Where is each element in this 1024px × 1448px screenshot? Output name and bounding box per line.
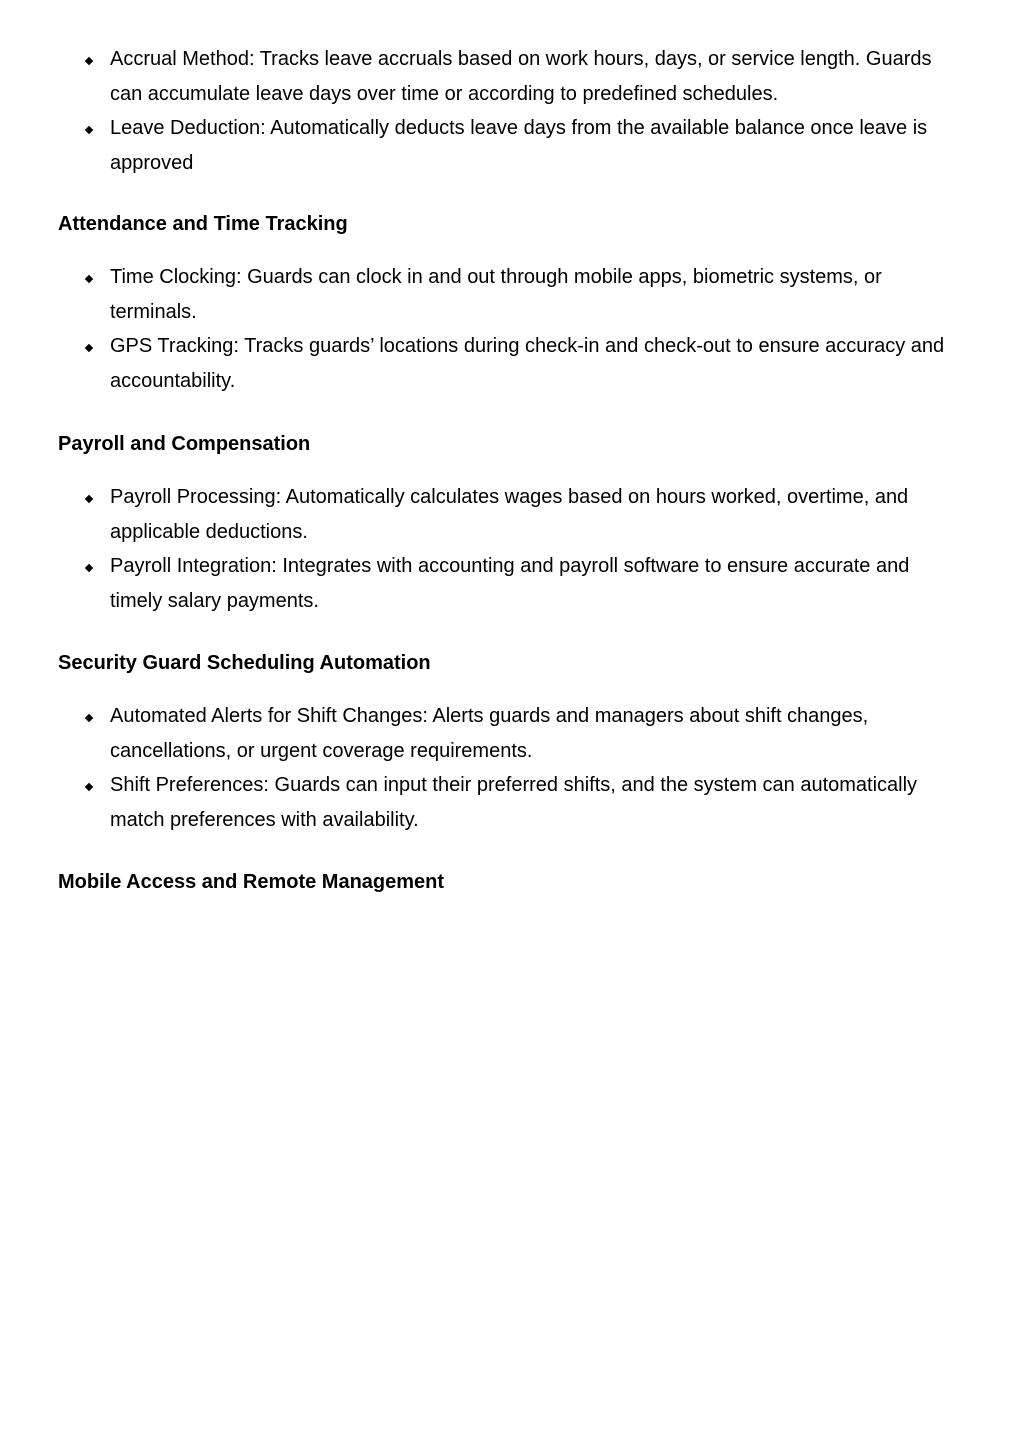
list-item [0, 260, 1024, 329]
diamond-bullet-icon [85, 126, 93, 134]
payroll-list [0, 480, 1024, 618]
list-item-text: Time Clocking: Guards can clock in and out through mobile apps, biometric systems, or terminals. [110, 266, 882, 323]
section-heading-mobile-access: Mobile Access and Remote Management [58, 871, 445, 893]
diamond-bullet-icon [85, 783, 93, 791]
list-item [0, 329, 1024, 398]
list-item [0, 480, 1024, 549]
diamond-bullet-icon [85, 344, 93, 352]
list-item-text: Accrual Method: Tracks leave accruals based on work hours, days, or service length. Guards can accumulate leave days over time or according to predefined schedules. [110, 48, 932, 105]
list-item [0, 42, 1024, 111]
list-item [0, 111, 1024, 180]
section-heading-scheduling: Security Guard Scheduling Automation [58, 652, 431, 674]
attendance-list [0, 260, 1024, 398]
diamond-bullet-icon [85, 714, 93, 722]
list-item-text: Payroll Integration: Integrates with accounting and payroll software to ensure accurate and timely salary payments. [110, 555, 910, 612]
list-item [0, 699, 1024, 768]
list-item [0, 768, 1024, 837]
section-heading-payroll: Payroll and Compensation [58, 433, 311, 455]
list-item-text: Payroll Processing: Automatically calculates wages based on hours worked, overtime, and applicable deductions. [110, 486, 909, 543]
list-item-text: Automated Alerts for Shift Changes: Alerts guards and managers about shift changes, cancellations, or urgent coverage requirements. [110, 705, 869, 762]
list-item-text: Shift Preferences: Guards can input their preferred shifts, and the system can automatically match preferences with availability. [110, 774, 918, 831]
diamond-bullet-icon [85, 57, 93, 65]
diamond-bullet-icon [85, 564, 93, 572]
list-item-text: GPS Tracking: Tracks guards’ locations during check-in and check-out to ensure accuracy and accountability. [110, 335, 945, 392]
leave-management-list [0, 42, 1024, 180]
scheduling-list [0, 699, 1024, 837]
section-heading-attendance: Attendance and Time Tracking [58, 213, 348, 235]
list-item [0, 549, 1024, 618]
diamond-bullet-icon [85, 495, 93, 503]
list-item-text: Leave Deduction: Automatically deducts leave days from the available balance once leave is approved [110, 117, 928, 174]
diamond-bullet-icon [85, 275, 93, 283]
